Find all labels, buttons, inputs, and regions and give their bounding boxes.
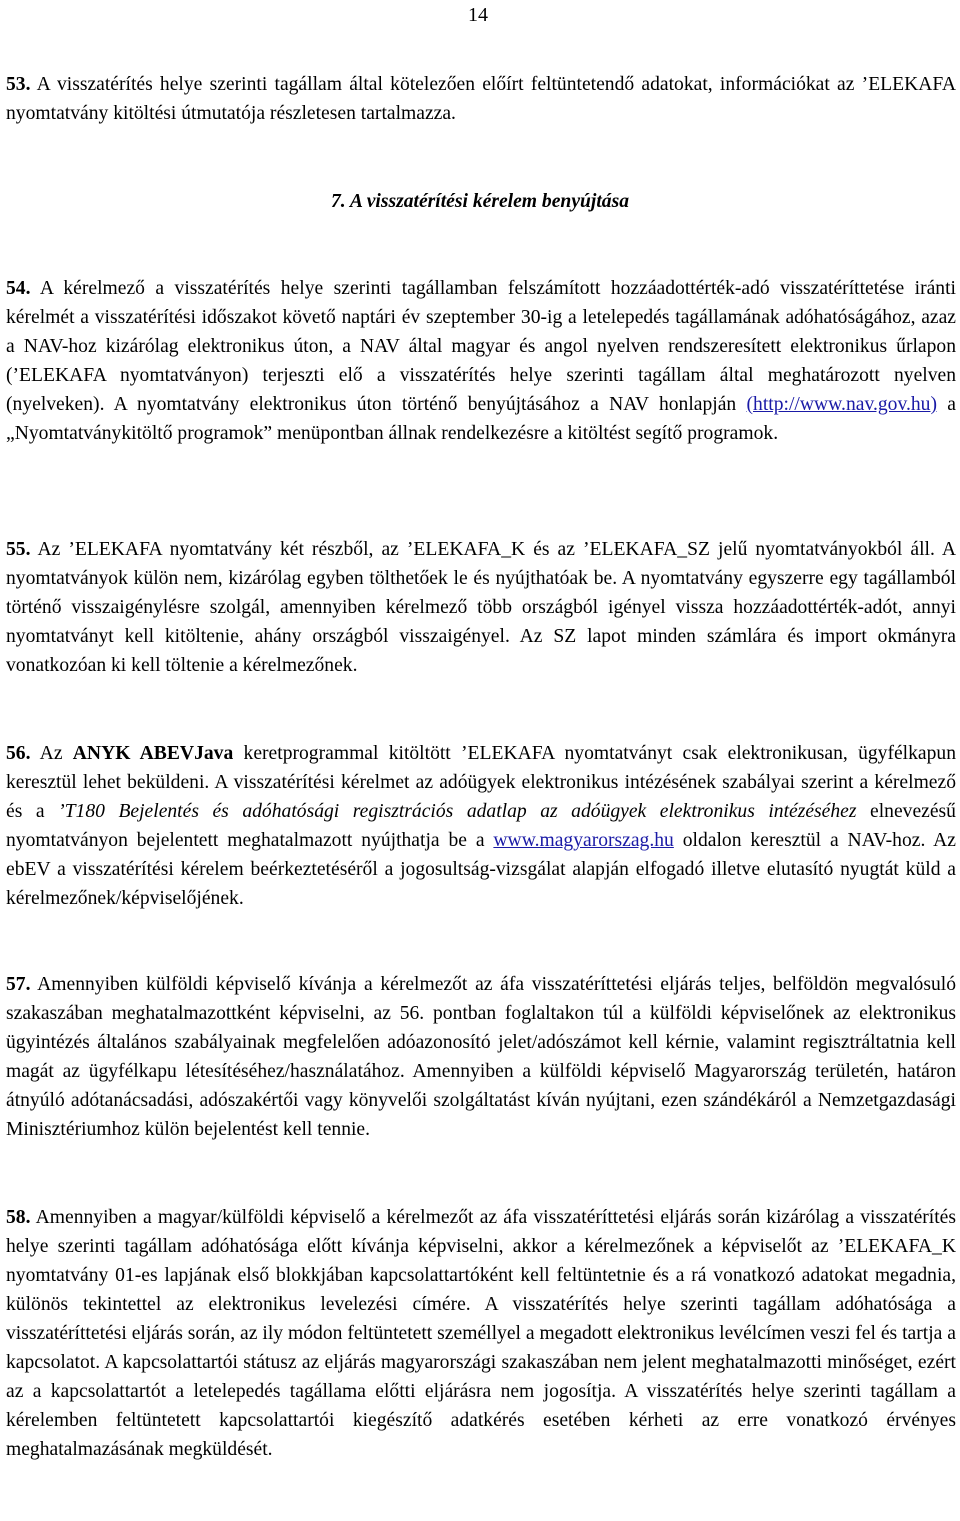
paragraph-55-text: Az ’ELEKAFA nyomtatvány két részből, az ’ELEKAFA_K és az ’ELEKAFA_SZ jelű nyomtatványokból áll. A nyomtatványok külön nem, kizárólag egyben tölthetőek le és nyújthatóak be. A nyomtatvány egyszerre egy tagállamból történő visszaigénylésre szolgál, amennyiben kérelmező több országból igényel vissza hozzáadottérték-adót, annyi nyomtatványt kell kitöltenie, ahány országból visszaigényel. Az SZ lapot minden számlára és import okmányra vonatkozóan ki kell töltenie a kérelmezőnek.	[6, 539, 956, 676]
paragraph-54-number: 54.	[6, 278, 31, 299]
paragraph-57	[6, 970, 956, 1144]
paragraph-56	[6, 739, 956, 913]
paragraph-58-number: 58.	[6, 1207, 31, 1228]
paragraph-58-text: Amennyiben a magyar/külföldi képviselő a kérelmezőt az áfa visszatéríttetési eljárás során kizárólag a visszatérítés helye szerinti tagállam adóhatósága előtt kívánja képviselni, akkor a kérelmezőnek a képviselőt az ’ELEKAFA_K nyomtatvány 01-es lapjának első blokkjában kapcsolattartóként kell feltüntetnie és a rá vonatkozó adatokat megadnia, különös tekintettel az elektronikus levelezési címére. A visszatérítés helye szerinti tagállam adóhatósága a visszatéríttetési eljárás során, az ily módon feltüntetett személlyel a megadott elektronikus levélcímen veszi fel és tartja a kapcsolatot. A kapcsolattartói státusz az eljárás magyarországi szakaszában nem jelent meghatalmazotti minőséget, ezért az a kapcsolattartót a letelepedés tagállama előtti eljárásra nem jogosítja. A visszatérítés helye szerinti tagállam a kérelemben feltüntetett kapcsolattartói kiegészítő adatkérés esetében kérheti az erre vonatkozó érvényes meghatalmazásának megküldését.	[6, 1207, 956, 1460]
paragraph-53-text: A visszatérítés helye szerinti tagállam által kötelezően előírt feltüntetendő adatokat, információkat az ’ELEKAFA nyomtatvány kitöltési útmutatója részletesen tartalmazza.	[6, 74, 956, 124]
paragraph-56-text: Az	[30, 743, 73, 764]
paragraph-54	[6, 274, 956, 448]
section-heading: 7. A visszatérítési kérelem benyújtása	[330, 191, 630, 212]
paragraph-55	[6, 535, 956, 680]
paragraph-53	[6, 70, 956, 128]
paragraph-54-text: A kérelmező a visszatérítés helye szerinti tagállamban felszámított hozzáadottérték-adó visszatéríttetése iránti kérelmét a visszatérítési időszakot követő naptári év szeptember 30-ig a letelepedés tagállamának adóhatóságához, azaz a NAV-hoz kizárólag elektronikus úton, a NAV által magyar és angol nyelven rendszeresített elektronikus űrlapon (’ELEKAFA nyomtatványon) terjeszti elő a visszatérítés helye szerinti tagállam által meghatározott nyelven (nyelveken). A nyomtatvány elektronikus úton történő benyújtásához a NAV honlapján	[6, 278, 956, 415]
paragraph-56-text-4: oldalon keresztül a NAV-hoz. Az ebEV a visszatérítési kérelem beérkeztetéséről a jogosultság-vizsgálat alapján elfogadó illetve elutasító nyugtát küld a kérelmezőnek/képviselőjének.	[6, 830, 956, 909]
paragraph-56-text-3: elnevezésű nyomtatványon bejelentett meghatalmazott nyújthatja be a	[6, 801, 956, 851]
magyarorszag-link[interactable]: www.magyarorszag.hu	[493, 830, 674, 851]
paragraph-58	[6, 1203, 956, 1464]
anyk-abevjava-term: ANYK ABEVJava	[72, 743, 234, 764]
nav-website-link[interactable]: (http://www.nav.gov.hu)	[746, 394, 937, 415]
paragraph-54-text-end: a „Nyomtatványkitöltő programok” menüpontban állnak rendelkezésre a kitöltést segítő programok.	[6, 394, 956, 444]
paragraph-56-text-2: keretprogrammal kitöltött ’ELEKAFA nyomtatványt csak elektronikusan, ügyfélkapun keresztül lehet beküldeni. A visszatérítési kérelmet az adóügyek elektronikus intézésének szabályai szerint a kérelmező és a	[6, 743, 957, 822]
page-number: 14	[468, 4, 488, 26]
paragraph-57-number: 57.	[6, 974, 31, 995]
t180-form-title: ’T180 Bejelentés és adóhatósági regisztrációs adatlap az adóügyek elektronikus intézéséhez	[58, 801, 857, 822]
paragraph-53-number: 53.	[6, 74, 31, 95]
paragraph-57-text: Amennyiben külföldi képviselő kívánja a kérelmezőt az áfa visszatéríttetési eljárás teljes, belföldön megvalósuló szakaszában meghatalmazottként képviselni, az 56. pontban foglaltakon túl a külföldi képviselőnek az elektronikus ügyintézés általános szabályainak megfelelően adóazonosító jelet/adószámot kell kérnie, valamint regisztráltatnia kell magát az ügyfélkapu létesítéséhez/használatához. Amennyiben a külföldi képviselő Magyarország területén, határon átnyúló adótanácsadási, adószakértői vagy könyvelői szolgáltatást kíván nyújtani, ezen szándékáról a Nemzetgazdasági Minisztériumhoz külön bejelentést kell tennie.	[6, 974, 956, 1140]
paragraph-56-number: 56.	[6, 743, 31, 764]
paragraph-55-number: 55.	[6, 539, 31, 560]
